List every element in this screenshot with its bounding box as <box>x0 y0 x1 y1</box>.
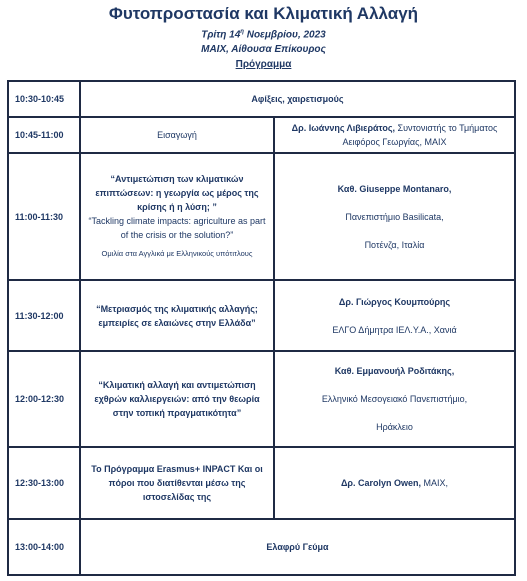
header <box>0 3 527 72</box>
speaker-cell <box>274 117 515 153</box>
session-title-cell: “Κλιματική αλλαγή και αντιμετώπιση εχθρών καλλιεργειών: από την θεωρία στην τοπική πραγματικότητα” <box>80 351 274 447</box>
speaker-location: Ποτένζα, Ιταλία <box>364 239 425 250</box>
time-cell: 12:30-13:00 <box>8 447 80 519</box>
time-cell: 11:00-11:30 <box>8 153 80 280</box>
speaker-affiliation: ΕΛΓΟ Δήμητρα ΙΕΛ.Υ.Α., Χανιά <box>332 324 457 335</box>
speaker-cell <box>274 351 515 447</box>
speaker-cell <box>274 447 515 519</box>
session-title-cell: “Μετριασμός της κλιματικής αλλαγής; εμπειρίες σε ελαιώνες στην Ελλάδα” <box>80 280 274 351</box>
speaker-affiliation: ΜΑΙΧ, <box>421 478 449 488</box>
session-title-english: “Tackling climate impacts: agriculture as part of the crisis or the solution?” <box>88 216 266 240</box>
table-row <box>8 153 515 280</box>
table-row <box>8 351 515 447</box>
speaker-affiliation: Συντονιστής το Τμήματος Αειφόρος Γεωργίας, ΜΑΙΧ <box>342 123 498 147</box>
table-row <box>8 117 515 153</box>
session-title-cell <box>80 153 274 280</box>
schedule-table <box>7 80 516 576</box>
table-row <box>8 447 515 519</box>
document-title: Φυτοπροστασία και Κλιματική Αλλαγή <box>108 4 419 23</box>
speaker-name: Δρ. Γιώργος Κουμπούρης <box>338 296 451 307</box>
speaker-name: Δρ. Ιωάννης Λιβιεράτος, <box>291 123 395 133</box>
event-date: Τρίτη $14^\eta$ Νοεμβρίου, 2023 <box>201 29 326 41</box>
session-span-cell: Αφίξεις, χαιρετισμούς <box>80 81 515 117</box>
time-cell: 13:00-14:00 <box>8 519 80 575</box>
event-venue: ΜΑΙΧ, Αίθουσα Επίκουρος <box>201 44 326 56</box>
table-row <box>8 81 515 117</box>
session-span-cell: Ελαφρύ Γεύμα <box>80 519 515 575</box>
session-title-cell: Το Πρόγραμμα Erasmus+ INPACT Και οι πόροι που διατίθενται μέσω της ιστοσελίδας της <box>80 447 274 519</box>
program-heading: Πρόγραμμα <box>235 59 292 71</box>
session-title: “Αντιμετώπιση των κλιματικών επιπτώσεων: η γεωργία ως μέρος της κρίσης ή η λύση; ” <box>95 174 259 212</box>
speaker-cell <box>274 153 515 280</box>
table-row <box>8 519 515 575</box>
session-title-cell: Εισαγωγή <box>80 117 274 153</box>
speaker-name: Καθ. Εμμανουήλ Ροδιτάκης, <box>334 366 455 376</box>
time-cell: 12:00-12:30 <box>8 351 80 447</box>
time-cell: 10:45-11:00 <box>8 117 80 153</box>
speaker-affiliation: Ελληνικό Μεσογειακό Πανεπιστήμιο, <box>321 394 468 404</box>
speaker-cell <box>274 280 515 351</box>
time-cell: 10:30-10:45 <box>8 81 80 117</box>
speaker-affiliation: Πανεπιστήμιο Basilicata, <box>345 211 444 222</box>
table-row <box>8 280 515 351</box>
speaker-name: Καθ. Giuseppe Montanaro, <box>337 183 452 194</box>
time-cell: 11:30-12:00 <box>8 280 80 351</box>
language-note: Ομιλία στα Αγγλικά με Ελληνικούς υπότιτλους <box>101 249 253 258</box>
speaker-name: Δρ. Carolyn Owen, <box>340 478 422 488</box>
speaker-location: Ηράκλειο <box>376 422 413 432</box>
